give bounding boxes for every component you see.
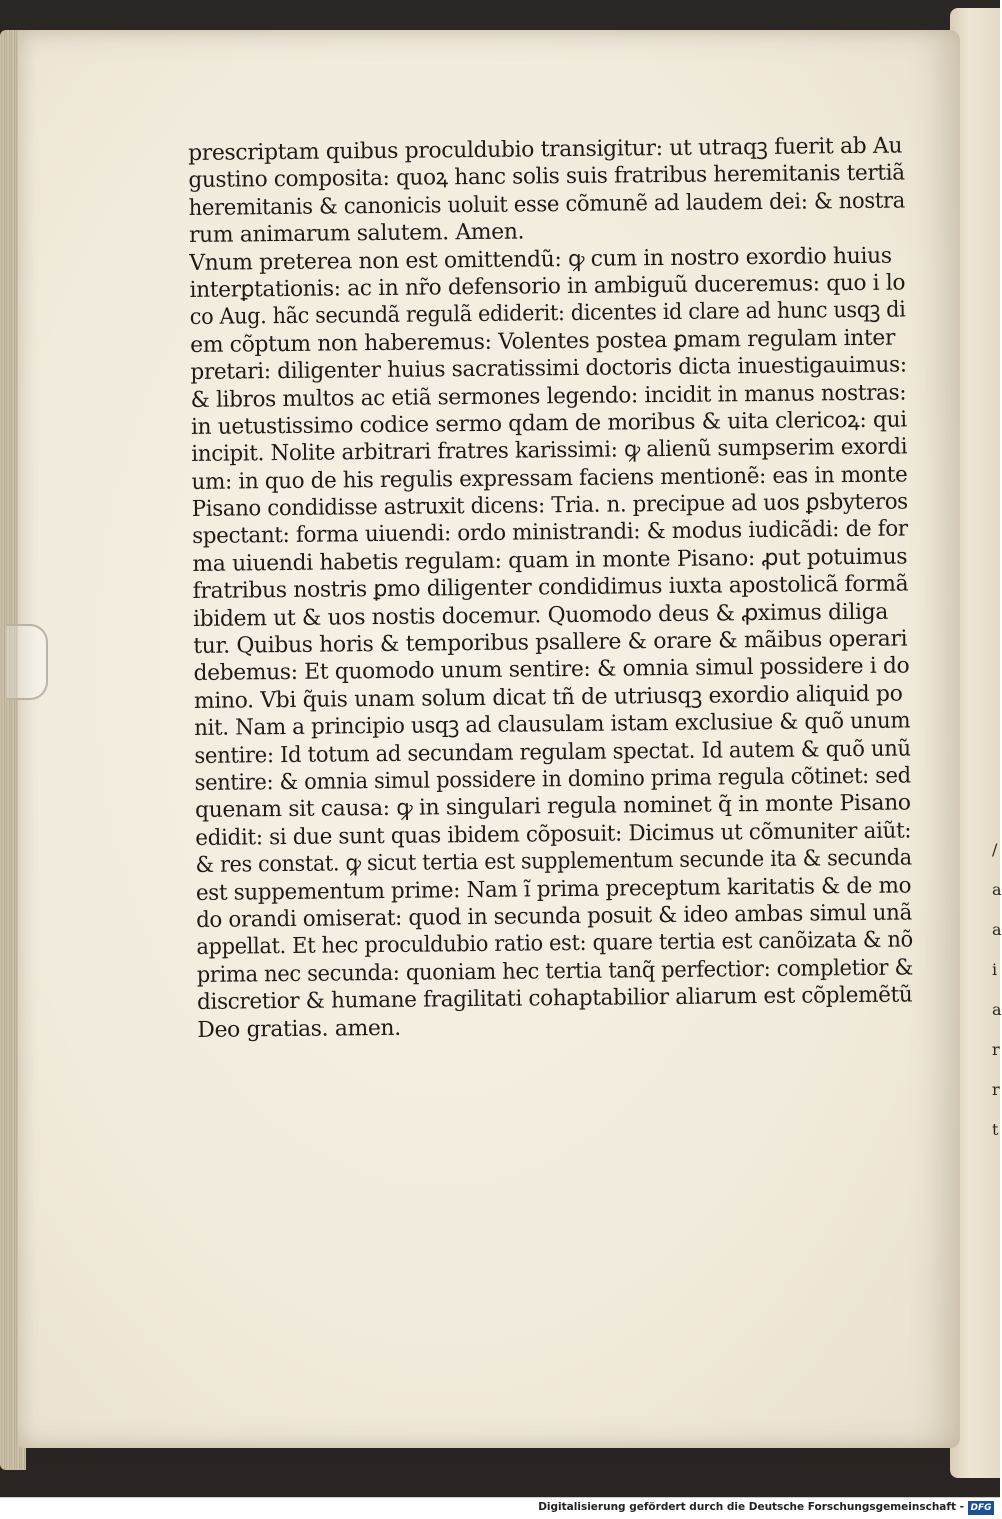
text-line: rum animarum salutem. Amen. xyxy=(188,219,525,249)
margin-mark: r xyxy=(992,1080,1000,1099)
text-line: em cõptum non haberemus: Volentes postea ꝑmam regulam inter xyxy=(190,325,896,358)
text-line: pretari: diligenter huius sacratissimi doctoris dicta inuestigauimus: xyxy=(190,352,907,386)
dfg-logo-icon: DFG xyxy=(968,1501,994,1515)
text-line: & libros multos ac etiã sermones legendo: incidit in manus nostras: xyxy=(190,380,907,413)
text-line: fratribus nostris ꝑmo diligenter condidimus iuxta apostolicã formã xyxy=(192,571,909,605)
margin-mark: t xyxy=(992,1120,999,1139)
text-line: Pisano condidisse astruxit dicens: Tria. n. precipue ad uos ꝑsbyteros xyxy=(191,489,908,523)
margin-mark: a xyxy=(992,920,1002,939)
text-line: est suppementum prime: Nam ĩ prima preceptum karitatis & de mo xyxy=(195,873,912,906)
text-line: ibidem ut & uos nostis docemur. Quomodo deus & ꝓximus diliga xyxy=(192,599,889,632)
text-line: do orandi omiserat: quod in secunda posuit & ideo ambas simul unã xyxy=(196,900,913,933)
text-line: debemus: Et quomodo unum sentire: & omnia simul possidere i do xyxy=(193,653,910,687)
text-line: appellat. Et hec proculdubio ratio est: quare tertia est canõizata & nõ xyxy=(196,927,913,961)
footer-bar xyxy=(0,1497,1000,1519)
text-line: sentire: & omnia simul possidere in domino prima regula cõtinet: sed xyxy=(194,763,911,796)
margin-mark: / xyxy=(992,840,998,859)
text-line: Deo gratias. amen. xyxy=(197,1015,401,1043)
text-line: co Aug. hãc secundã regulã ediderit: dicentes id clare ad hunc usqꝫ di xyxy=(189,297,906,331)
page-text xyxy=(188,132,917,1043)
margin-mark: i xyxy=(992,960,998,979)
text-line: in uetustissimo codice sermo qdam de moribus & uita clericoꝝ: qui xyxy=(190,407,907,440)
text-line: gustino composita: quoꝝ hanc solis suis fratribus heremitanis tertiã xyxy=(188,160,905,194)
text-line: Vnum preterea non est omittendũ: ꝙ cum in nostro exordio huius xyxy=(189,243,892,276)
text-line: incipit. Nolite arbitrari fratres karissimi: ꝙ alienũ sumpserim exordi xyxy=(191,434,908,468)
text-line: prima nec secunda: quoniam hec tertia tanq̃ perfectior: completior & xyxy=(196,955,913,988)
text-line: sentire: Id totum ad secundam regulam spectat. Id autem & quõ unũ xyxy=(194,736,911,769)
text-line: heremitanis & canonicis uoluit esse cõmunẽ ad laudem dei: & nostra xyxy=(188,188,906,221)
text-line: quenam sit causa: ꝙ in singulari regula nominet q̃ in monte Pisano xyxy=(194,790,911,824)
neighbor-page-margin-marks xyxy=(992,830,1000,1330)
margin-mark: a xyxy=(992,880,1002,899)
text-line: ma uiuendi habetis regulam: quam in monte Pisano: ꝓut potuimus xyxy=(192,544,908,577)
text-line: interꝑtationis: ac in nr̃o defensorio in ambiguũ duceremus: quo i lo xyxy=(189,270,906,303)
text-line: prescriptam quibus proculdubio transigitur: ut utraqꝫ fuerit ab Au xyxy=(188,133,903,166)
text-line: tur. Quibus horis & temporibus psallere & orare & mãibus operari xyxy=(193,626,908,660)
text-line: nit. Nam a principio usqꝫ ad clausulam istam exclusiue & quõ unum xyxy=(194,708,911,742)
text-line: um: in quo de his regulis expressam faciens mentionẽ: eas in monte xyxy=(191,462,908,495)
page-clip-tab xyxy=(6,624,48,700)
text-line: edidit: si due sunt quas ibidem cõposuit: Dicimus ut cõmuniter aiũt: xyxy=(195,818,912,851)
text-line: discretior & humane fragilitati cohaptabilior aliarum est cõplemẽtũ xyxy=(196,982,913,1016)
footer-credit: Digitalisierung gefördert durch die Deutsche Forschungsgemeinschaft - xyxy=(538,1501,964,1513)
text-line: spectant: forma uiuendi: ordo ministrandi: & modus iudicãdi: de for xyxy=(192,516,908,550)
text-line: & res constat. ꝙ sicut tertia est supplementum secunde ita & secunda xyxy=(195,845,912,879)
margin-mark: a xyxy=(992,1000,1002,1019)
text-line: mino. Vbi q̃uis unam solum dicat tñ de utriusqꝫ exordio aliquid po xyxy=(193,681,903,714)
margin-mark: r xyxy=(992,1040,1000,1059)
